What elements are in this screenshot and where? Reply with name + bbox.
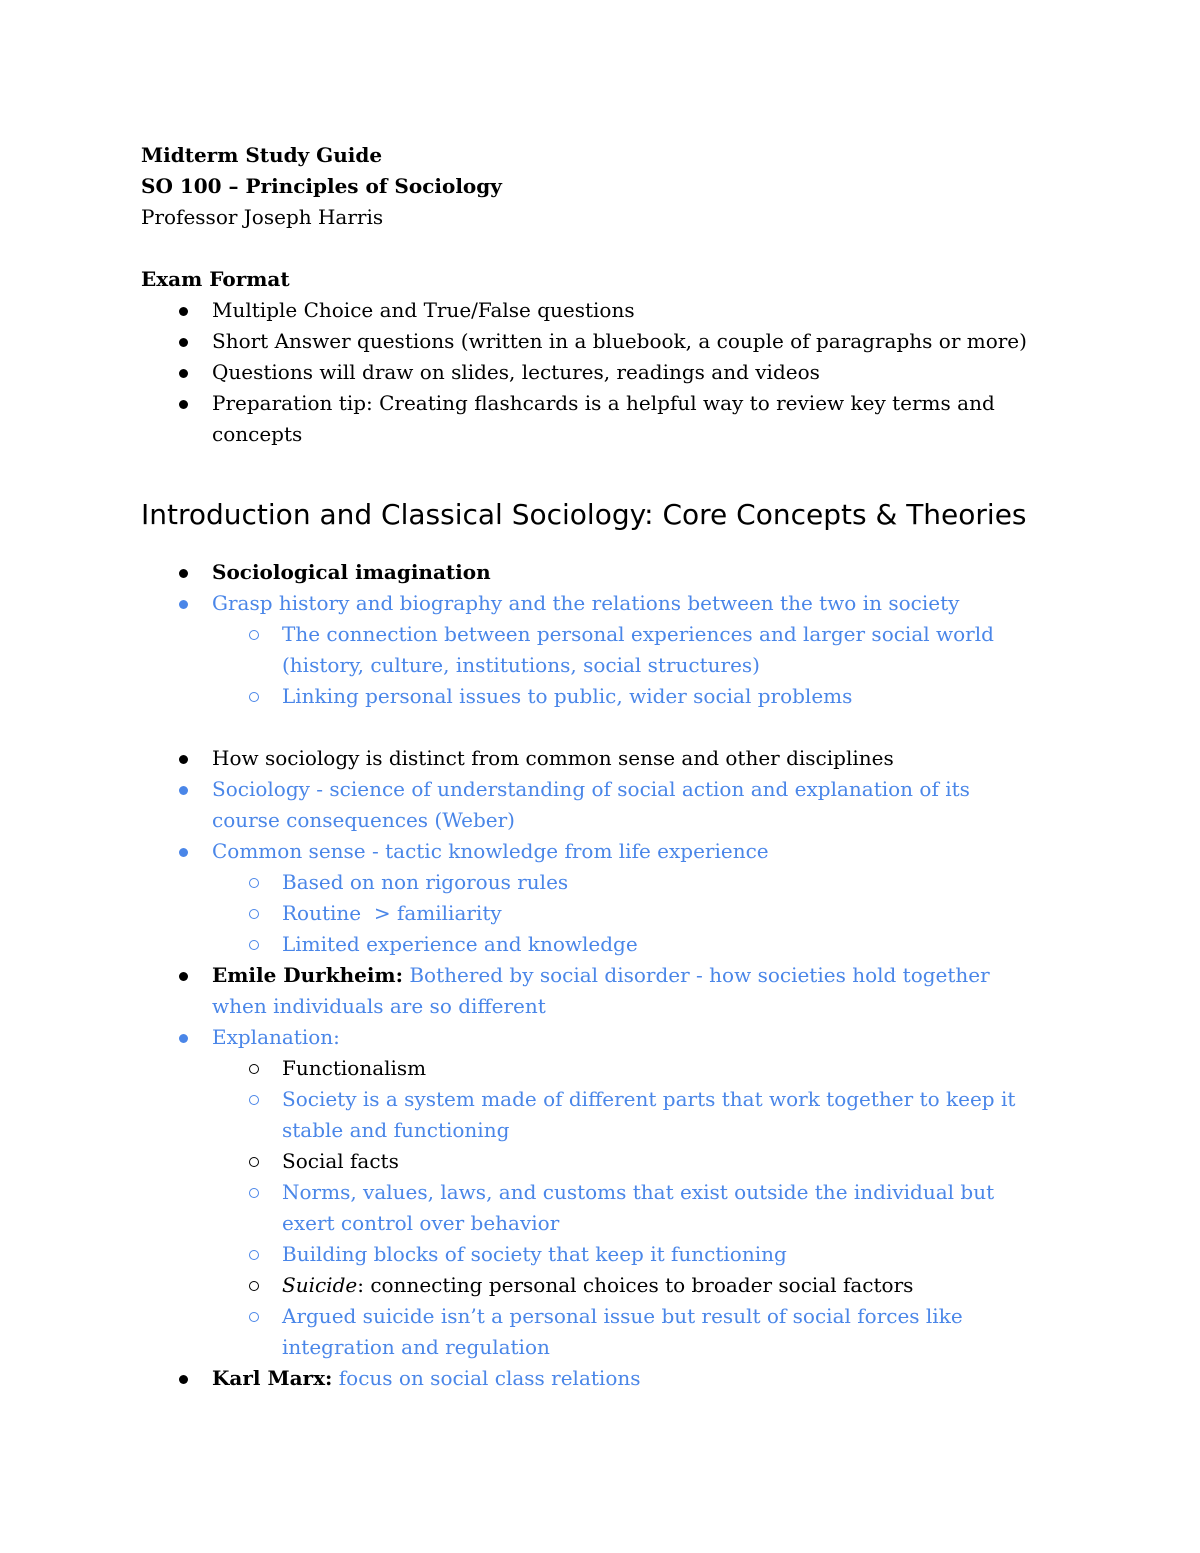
list-item-socio-imagination-def: Grasp history and biography and the relations between the two in society <box>141 588 1081 619</box>
sub-item: Argued suicide isn’t a personal issue but result of social forces like integration and regulation <box>141 1301 1081 1363</box>
section-heading: Introduction and Classical Sociology: Core Concepts & Theories <box>141 498 1027 531</box>
sub-item: Routine > familiarity <box>141 898 1081 929</box>
sub-item: Building blocks of society that keep it functioning <box>141 1239 1081 1270</box>
sub-item: Based on non rigorous rules <box>141 867 1081 898</box>
list-item-marx <box>141 1363 1081 1394</box>
suicide-rest: : connecting personal choices to broader social factors <box>357 1273 914 1297</box>
list-item: Short Answer questions (written in a bluebook, a couple of paragraphs or more) <box>141 326 1081 357</box>
marx-desc: focus on social class relations <box>338 1366 641 1390</box>
exam-format-list <box>141 295 1081 450</box>
list-item: Multiple Choice and True/False questions <box>141 295 1081 326</box>
list-item-distinct: How sociology is distinct from common sense and other disciplines <box>141 743 1081 774</box>
sub-item-social-facts: Social facts <box>141 1146 1081 1177</box>
list-item: Preparation tip: Creating flashcards is a helpful way to review key terms and concepts <box>141 388 1081 450</box>
durkheim-desc: Bothered by social disorder - how societies hold together when individuals are so different <box>212 963 990 1018</box>
exam-format-heading: Exam Format <box>141 267 290 291</box>
sub-item: The connection between personal experiences and larger social world (history, culture, institutions, social structures) <box>141 619 1081 681</box>
sub-item: Linking personal issues to public, wider social problems <box>141 681 1081 712</box>
marx-name: Karl Marx: <box>212 1366 333 1390</box>
durkheim-name: Emile Durkheim: <box>212 963 403 987</box>
list-item-sociology-def: Sociology - science of understanding of social action and explanation of its course consequences (Weber) <box>141 774 1081 836</box>
list-item-socio-imagination: Sociological imagination <box>141 557 1081 588</box>
spacer <box>141 233 1081 264</box>
document-body <box>141 140 1081 1394</box>
suicide-title: Suicide <box>282 1273 358 1297</box>
list-item-durkheim <box>141 960 1081 1022</box>
sub-item: Society is a system made of different parts that work together to keep it stable and functioning <box>141 1084 1081 1146</box>
list-item-common-sense-def: Common sense - tactic knowledge from life experience <box>141 836 1081 867</box>
sub-item-suicide <box>141 1270 1081 1301</box>
sub-item: Limited experience and knowledge <box>141 929 1081 960</box>
sub-item-functionalism: Functionalism <box>141 1053 1081 1084</box>
list-item-explanation: Explanation: <box>141 1022 1081 1053</box>
concepts-list <box>141 557 1081 712</box>
sub-item: Norms, values, laws, and customs that exist outside the individual but exert control over behavior <box>141 1177 1081 1239</box>
concepts-list-2 <box>141 743 1081 1394</box>
list-item: Questions will draw on slides, lectures, readings and videos <box>141 357 1081 388</box>
doc-title: Midterm Study Guide <box>141 143 383 167</box>
professor-name: Professor Joseph Harris <box>141 205 384 229</box>
spacer <box>141 712 1081 743</box>
course-title: SO 100 – Principles of Sociology <box>141 174 502 198</box>
